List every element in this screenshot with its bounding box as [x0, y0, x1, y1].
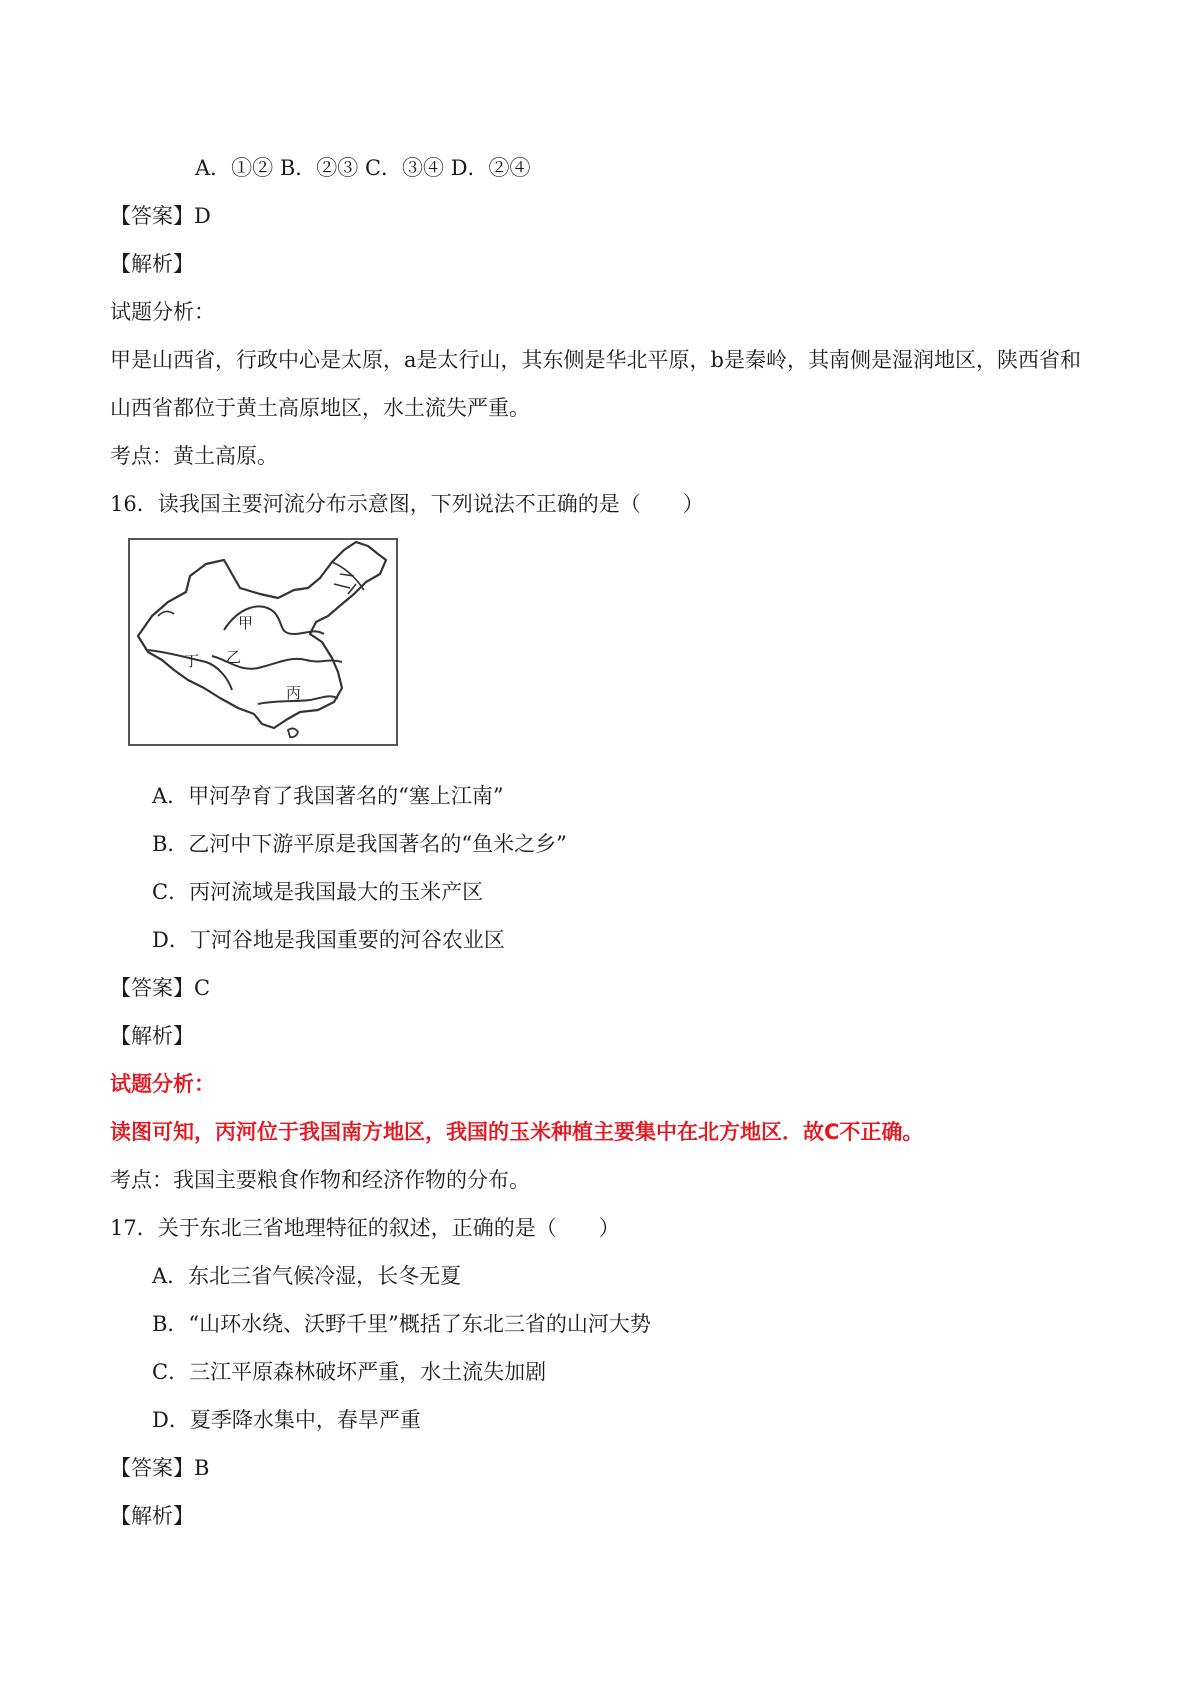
q16-analysis-text: 读图可知，丙河位于我国南方地区，我国的玉米种植主要集中在北方地区．故C不正确。: [110, 1120, 924, 1144]
q16-analysis-label: 【解析】: [110, 1024, 194, 1048]
q17-option-a: A．东北三省气候冷湿，长冬无夏: [152, 1264, 462, 1288]
q15-analysis-line1: 甲是山西省，行政中心是太原，a是太行山，其东侧是华北平原，b是秦岭，其南侧是湿润地区，陕西省和: [110, 348, 1081, 372]
q17-answer: 【答案】B: [110, 1456, 210, 1480]
q16-analysis-title: 试题分析：: [110, 1072, 215, 1096]
q17-option-b: B．“山环水绕、沃野千里”概括了东北三省的山河大势: [152, 1312, 651, 1336]
map-label-yi: 乙: [226, 648, 242, 666]
q17-option-d: D．夏季降水集中，春旱严重: [152, 1408, 421, 1432]
china-rivers-map: [128, 538, 398, 746]
q15-kaodian: 考点：黄土高原。: [110, 444, 278, 468]
q15-answer: 【答案】D: [110, 204, 211, 228]
map-label-bing: 丙: [286, 684, 302, 702]
q16-option-d: D．丁河谷地是我国重要的河谷农业区: [152, 928, 505, 952]
q16-stem: 16．读我国主要河流分布示意图，下列说法不正确的是（ ）: [110, 492, 704, 516]
q16-option-a: A．甲河孕育了我国著名的“塞上江南”: [152, 784, 504, 808]
q16-option-c: C．丙河流域是我国最大的玉米产区: [152, 880, 484, 904]
q16-answer: 【答案】C: [110, 976, 211, 1000]
q15-analysis-line2: 山西省都位于黄土高原地区，水土流失严重。: [110, 396, 530, 420]
map-label-jia: 甲: [238, 614, 254, 632]
q17-analysis-label: 【解析】: [110, 1504, 194, 1528]
q15-analysis-label: 【解析】: [110, 252, 194, 276]
map-label-ding: 丁: [184, 652, 200, 670]
q17-stem: 17．关于东北三省地理特征的叙述，正确的是（ ）: [110, 1216, 620, 1240]
q15-analysis-title: 试题分析：: [110, 300, 215, 324]
q16-option-b: B．乙河中下游平原是我国著名的“鱼米之乡”: [152, 832, 567, 856]
q16-kaodian: 考点：我国主要粮食作物和经济作物的分布。: [110, 1168, 530, 1192]
q15-options: A．①② B．②③ C．③④ D．②④: [195, 156, 531, 180]
map-frame: [129, 539, 397, 745]
q17-option-c: C．三江平原森林破坏严重，水土流失加剧: [152, 1360, 547, 1384]
